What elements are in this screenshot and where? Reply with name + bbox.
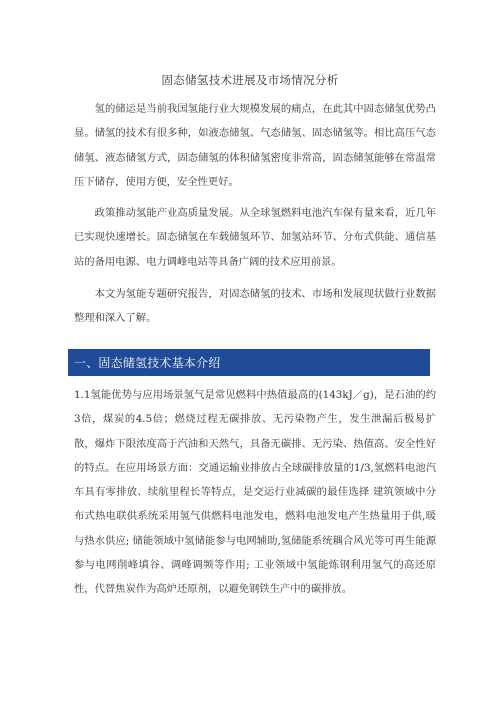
section-heading: 一、固态储氢技术基本介绍 <box>74 356 221 370</box>
section-heading-bar <box>68 349 430 376</box>
intro-paragraph-1: 氢的储运是当前我国氢能行业大规模发展的痛点，在此其中固态储氢优势凸显。储氢的技术有很多种，如液态储氢、气态储氢、固态储氢等。相比高压气态储氢、液态储氢方式，固态储氢的体积储氢密度非常高，固态储氢能够在常温常压下储存，使用方便，安全性更好。 <box>74 103 436 188</box>
intro-paragraph-2: 政策推动氢能产业高质量发展。从全球氢燃料电池汽车保有量来看，近几年已实现快速增长。固态储氢在车载储氢环节、加氢站环节、分布式供能、通信基站的备用电源、电力调峰电站等具备广阔的技术应用前景。 <box>74 207 436 268</box>
section-body-paragraph: 1.1氢能优势与应用场景氢气是常见燃料中热值最高的(143kJ／g)，是石油的约3倍，煤炭的4.5倍；燃烧过程无碳排放、无污染物产生，发生泄漏后极易扩散，爆炸下限浓度高于汽油和天然气，具备无碳排、无污染、热值高、安全性好的特点。在应用场景方面：交通运输业排放占全球碳排放量的1/3,氢燃料电池汽车具有零排放、续航里程长等特点，是交运行业减碳的最佳选择 建筑领域中分布式热电联供系统采用氢气供燃料电池发电，燃料电池发电产生热量用于供,暖与热水供应; 储能领域中氢储能参与电网辅助,氢储能系统耦合风光等可再生能源参与电网削峰填谷、调峰调频等作用; 工业领域中氢能炼钢利用氢气的高还原性，代替焦炭作为高炉还原剂，以避免钢铁生产中的碳排放。 <box>74 389 436 596</box>
intro-paragraph-3: 本文为氢能专题研究报告，对固态储氢的技术、市场和发展现状做行业数据整理和深入了解。 <box>74 288 436 325</box>
document-title: 固态储氢技术进展及市场情况分析 <box>161 73 339 87</box>
